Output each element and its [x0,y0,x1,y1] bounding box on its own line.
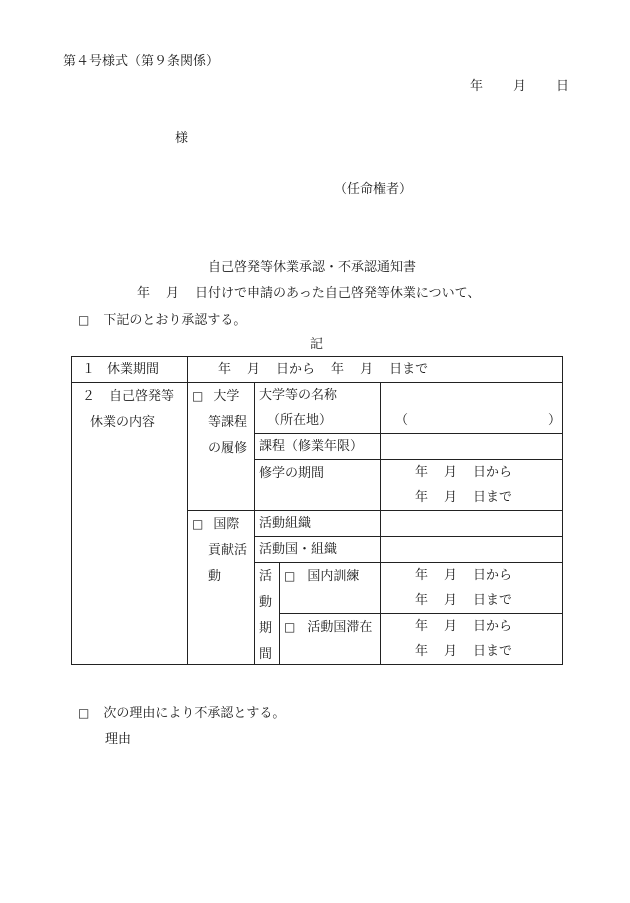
date-day: 日 [556,79,570,94]
domestic-label: 国内訓練 [307,569,360,584]
intl-label-cell [188,511,255,665]
domestic-training-label [280,563,381,614]
course-label: 課程（修業年限） [255,434,381,460]
abroad-to[interactable] [381,639,563,665]
domestic-to[interactable] [381,588,563,614]
study-period-from[interactable] [381,460,563,486]
domestic-to-month: 月 [444,593,458,608]
form-number: 第４号様式（第９条関係） [63,54,220,69]
activity-org-label: 活動組織 [255,511,381,537]
row-university-name [72,383,563,409]
domestic-checkbox[interactable]: □ [284,569,296,583]
domestic-to-year: 年 [415,593,429,608]
location-close-paren: ） [548,413,562,428]
domestic-from-year: 年 [415,568,429,583]
study-from-year: 年 [415,465,429,480]
abroad-to-year: 年 [415,644,429,659]
activity-org-field[interactable] [381,511,563,537]
period-char-3: 期 [259,621,273,636]
date-year: 年 [470,79,484,94]
period-month-1: 月 [247,362,261,377]
domestic-from[interactable] [381,563,563,589]
university-label-line1 [192,390,254,416]
row2-label-line2: 休業の内容 [90,415,156,430]
row1-num: １ [82,362,96,377]
intl-label-line2: 貢献活 [208,543,248,558]
abroad-to-month: 月 [444,644,458,659]
intl-checkbox[interactable]: □ [192,517,204,531]
abroad-checkbox[interactable]: □ [284,620,296,634]
university-name-field[interactable] [381,383,563,409]
period-to: 日まで [389,362,429,377]
period-from: 日から [276,362,316,377]
approve-line [78,314,246,327]
approve-text: 下記のとおり承認する。 [103,313,247,328]
university-label-line3: の履修 [208,441,248,456]
period-year-2: 年 [331,362,345,377]
course-field[interactable] [381,434,563,460]
row2-label-a: 自己啓発等 [109,389,175,404]
period-char-1: 活 [259,569,273,584]
period-char-2: 動 [259,595,273,610]
university-location-field[interactable] [381,408,563,434]
activity-country-label: 活動国・組織 [255,537,381,563]
domestic-to-day: 日まで [473,593,513,608]
university-name-label: 大学等の名称 [255,383,381,409]
activity-country-field[interactable] [381,537,563,563]
study-to-month: 月 [444,490,458,505]
abroad-from-day: 日から [473,619,513,634]
study-period-label: 修学の期間 [255,460,381,511]
leave-content-label-cell [72,383,188,665]
study-from-month: 月 [444,465,458,480]
location-open-paren: （ [395,413,409,428]
abroad-to-day: 日まで [473,644,513,659]
leave-period-label-cell [72,357,188,383]
study-to-day: 日まで [473,490,513,505]
intro-year: 年 [137,286,151,301]
university-label-line2: 等課程 [208,415,248,430]
abroad-label: 活動国滞在 [307,620,373,635]
domestic-from-day: 日から [473,568,513,583]
activity-period-label [255,563,280,665]
intro-rest: 日付けで申請のあった自己啓発等休業について、 [195,286,481,301]
study-period-to[interactable] [381,485,563,511]
ki-label: 記 [310,337,324,352]
period-month-2: 月 [360,362,374,377]
domestic-from-month: 月 [444,568,458,583]
abroad-from-year: 年 [415,619,429,634]
disapprove-line [78,707,285,720]
period-char-4: 間 [259,647,273,662]
appointer-label: （任命権者） [334,182,413,197]
row2-num: ２ [82,389,96,404]
row-leave-period [72,357,563,383]
intl-label-line1 [192,518,254,544]
study-to-year: 年 [415,490,429,505]
university-label-a: 大学 [213,389,240,404]
disapprove-checkbox[interactable]: □ [78,706,90,720]
intro-sentence [137,287,480,300]
abroad-from-month: 月 [444,619,458,634]
university-location-label: （所在地） [255,408,381,434]
date-month: 月 [513,79,527,94]
abroad-from[interactable] [381,614,563,640]
disapprove-text: 次の理由により不承認とする。 [103,706,286,721]
row1-label: 休業期間 [107,362,160,377]
notice-table [71,356,563,665]
reason-label: 理由 [105,732,132,747]
addressee-suffix: 様 [175,131,189,146]
approve-checkbox[interactable]: □ [78,313,90,327]
university-checkbox[interactable]: □ [192,389,204,403]
abroad-stay-label [280,614,381,665]
university-label-cell [188,383,255,511]
issue-date [470,80,569,93]
leave-period-value [188,357,563,383]
row2-label-line1 [82,390,187,416]
document-title: 自己啓発等休業承認・不承認通知書 [208,260,417,275]
intro-month: 月 [166,286,180,301]
intl-label-a: 国際 [213,517,240,532]
study-from-day: 日から [473,465,513,480]
period-year-1: 年 [218,362,232,377]
intl-label-line3: 動 [208,569,222,584]
